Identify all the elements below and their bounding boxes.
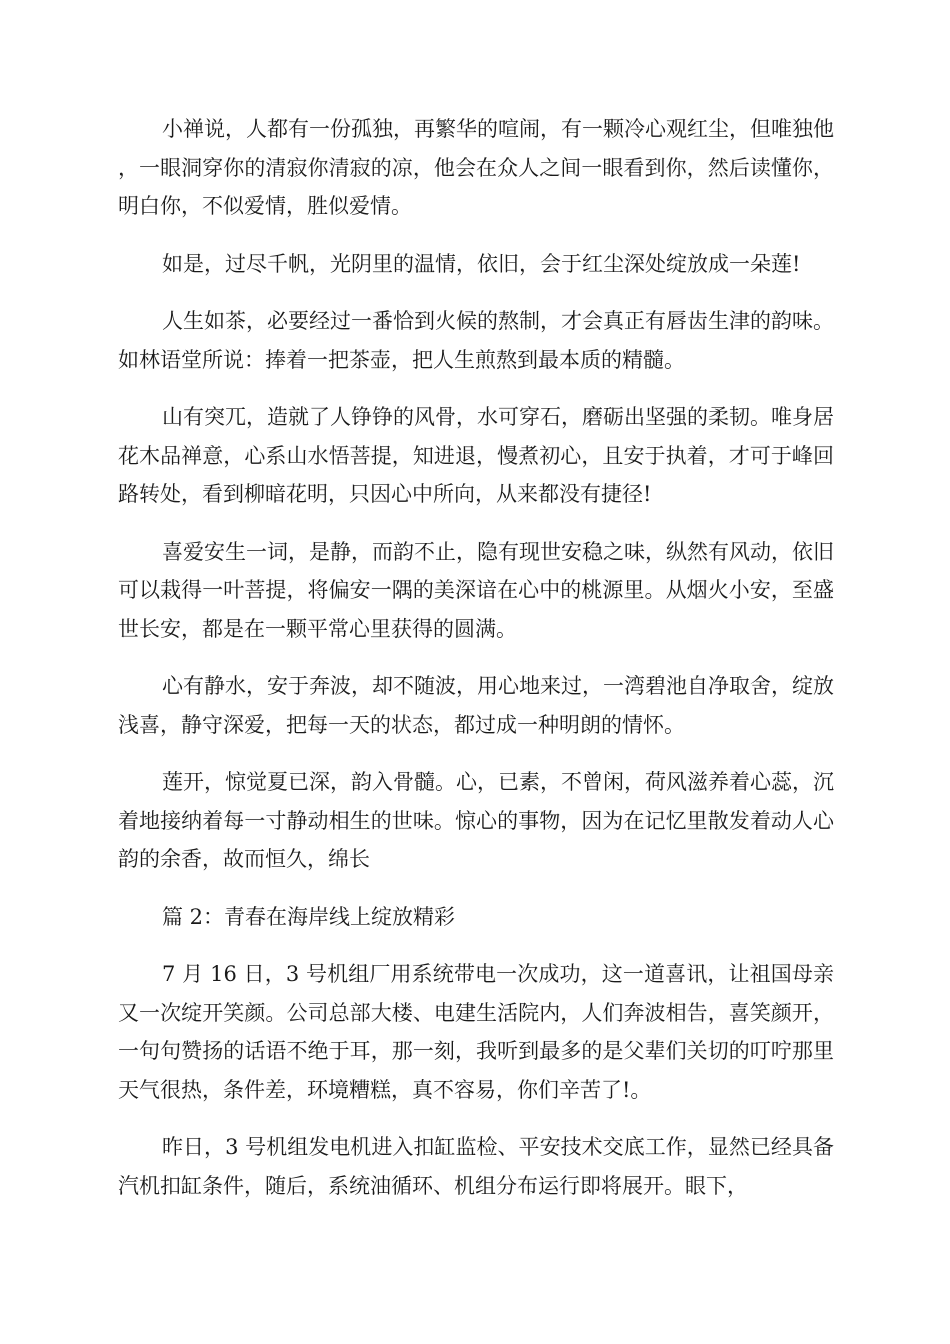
paragraph-8: 7 月 16 日，3 号机组厂用系统带电一次成功，这一道喜讯，让祖国母亲又一次绽开笑颜。公司总部大楼、电建生活院内，人们奔波相告，喜笑颜开，一句句赞扬的话语不绝于耳，那一刻，我听到最多的是父辈们关切的叮咛那里天气很热，条件差，环境糟糕，真不容易，你们辛苦了!。: [118, 962, 834, 1102]
paragraph-6: 心有静水，安于奔波，却不随波，用心地来过，一湾碧池自净取舍，绽放浅喜，静守深爱，把每一天的状态，都过成一种明朗的情怀。: [118, 674, 834, 737]
paragraph-7: 莲开，惊觉夏已深，韵入骨髓。心，已素，不曾闲，荷风滋养着心蕊，沉着地接纳着每一寸静动相生的世味。惊心的事物，因为在记忆里散发着动人心韵的余香，故而恒久，绵长: [118, 770, 834, 871]
paragraph-5: 喜爱安生一词，是静，而韵不止，隐有现世安稳之味，纵然有风动，依旧可以栽得一叶菩提，将偏安一隅的美深谙在心中的桃源里。从烟火小安，至盛世长安，都是在一颗平常心里获得的圆满。: [118, 539, 834, 641]
section-heading: 篇 2：青春在海岸线上绽放精彩: [162, 904, 456, 929]
paragraph-2: 如是，过尽千帆，光阴里的温情，依旧，会于红尘深处绽放成一朵莲!: [162, 251, 801, 276]
paragraph-3: 人生如茶，必要经过一番恰到火候的熬制，才会真正有唇齿生津的韵味。如林语堂所说：捧着一把茶壶，把人生煎熬到最本质的精髓。: [118, 309, 834, 372]
paragraph-9: 昨日，3 号机组发电机进入扣缸监检、平安技术交底工作，显然已经具备汽机扣缸条件，随后，系统油循环、机组分布运行即将展开。眼下，: [118, 1135, 834, 1198]
paragraph-1: 小禅说，人都有一份孤独，再繁华的喧闹，有一颗冷心观红尘，但唯独他，一眼洞穿你的清寂你清寂的凉，他会在众人之间一眼看到你，然后读懂你，明白你，不似爱情，胜似爱情。: [118, 117, 834, 218]
document-page: [118, 110, 834, 1224]
paragraph-4: 山有突兀，造就了人铮铮的风骨，水可穿石，磨砺出坚强的柔韧。唯身居花木品禅意，心系山水悟菩提，知进退，慢煮初心，且安于执着，才可于峰回路转处，看到柳暗花明，只因心中所向，从来都没有捷径!: [118, 405, 834, 506]
